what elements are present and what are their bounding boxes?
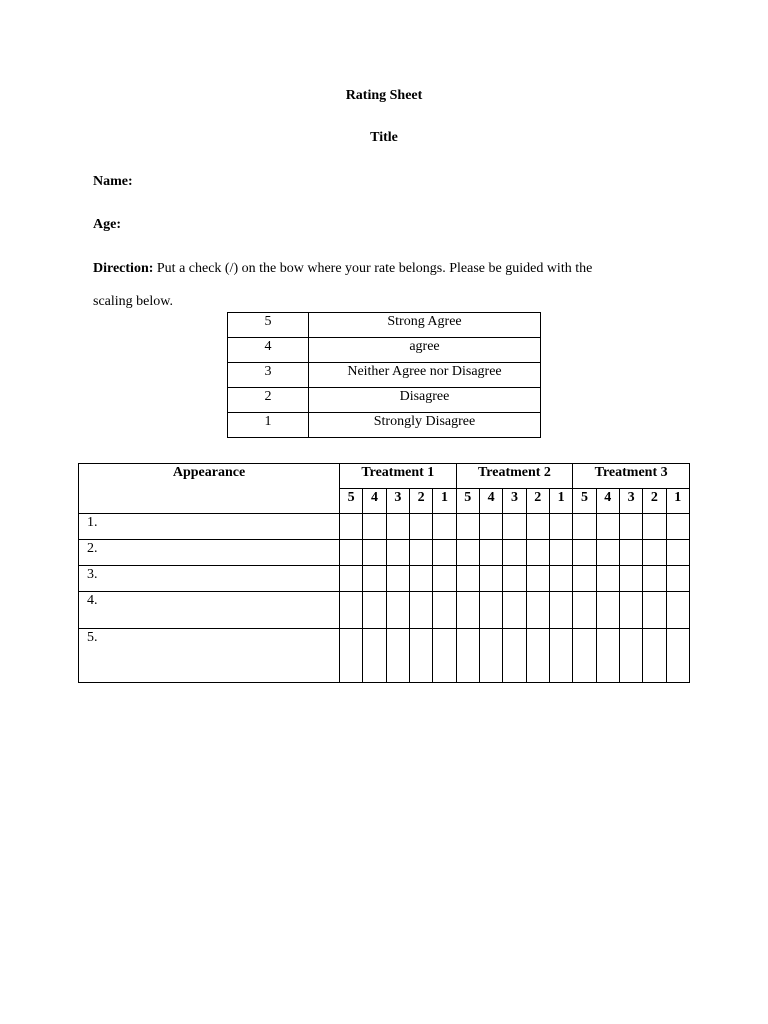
rating-checkbox-cell[interactable] [340,566,363,592]
rating-checkbox-cell[interactable] [456,592,479,629]
rating-checkbox-cell[interactable] [596,566,619,592]
rating-checkbox-cell[interactable] [619,514,642,540]
rating-checkbox-cell[interactable] [433,592,456,629]
score-header: 1 [666,489,689,514]
rating-checkbox-cell[interactable] [433,540,456,566]
rating-checkbox-cell[interactable] [456,514,479,540]
score-header: 3 [619,489,642,514]
rating-checkbox-cell[interactable] [479,514,502,540]
scale-value: 5 [228,313,309,338]
rating-checkbox-cell[interactable] [386,540,409,566]
rating-checkbox-cell[interactable] [643,566,666,592]
direction-text-continued: scaling below. [93,294,173,309]
rating-checkbox-cell[interactable] [363,629,386,683]
scale-label: Neither Agree nor Disagree [309,363,541,388]
rating-checkbox-cell[interactable] [503,514,526,540]
rating-checkbox-cell[interactable] [549,629,572,683]
rating-checkbox-cell[interactable] [479,592,502,629]
score-header: 4 [479,489,502,514]
scale-value: 1 [228,413,309,438]
treatment-header: Treatment 1 [340,464,457,489]
rating-checkbox-cell[interactable] [643,540,666,566]
name-label: Name: [93,174,133,189]
score-header: 3 [503,489,526,514]
score-header: 4 [596,489,619,514]
rating-checkbox-cell[interactable] [549,540,572,566]
scale-table [227,312,541,438]
rating-checkbox-cell[interactable] [386,592,409,629]
rating-checkbox-cell[interactable] [503,629,526,683]
score-header: 5 [573,489,596,514]
rating-checkbox-cell[interactable] [526,540,549,566]
rating-checkbox-cell[interactable] [363,592,386,629]
rating-checkbox-cell[interactable] [340,592,363,629]
rating-checkbox-cell[interactable] [503,566,526,592]
rating-checkbox-cell[interactable] [503,540,526,566]
rating-checkbox-cell[interactable] [666,540,689,566]
table-row [79,592,690,629]
rating-checkbox-cell[interactable] [666,592,689,629]
rating-checkbox-cell[interactable] [619,566,642,592]
treatment-header: Treatment 2 [456,464,573,489]
scale-label: agree [309,338,541,363]
score-header: 2 [409,489,432,514]
rating-checkbox-cell[interactable] [433,566,456,592]
rating-checkbox-cell[interactable] [340,540,363,566]
rating-checkbox-cell[interactable] [363,540,386,566]
rating-checkbox-cell[interactable] [549,514,572,540]
rating-checkbox-cell[interactable] [596,592,619,629]
rating-table [78,463,690,683]
rating-checkbox-cell[interactable] [479,540,502,566]
rating-checkbox-cell[interactable] [433,514,456,540]
rating-checkbox-cell[interactable] [526,514,549,540]
rating-checkbox-cell[interactable] [643,514,666,540]
score-header: 5 [340,489,363,514]
rating-checkbox-cell[interactable] [526,566,549,592]
table-row [79,540,690,566]
rating-checkbox-cell[interactable] [596,514,619,540]
row-label: 4. [79,592,340,629]
table-row [79,514,690,540]
scale-row [228,363,541,388]
scale-label: Disagree [309,388,541,413]
rating-checkbox-cell[interactable] [573,514,596,540]
score-header: 4 [363,489,386,514]
scale-label: Strong Agree [309,313,541,338]
rating-checkbox-cell[interactable] [456,566,479,592]
rating-checkbox-cell[interactable] [549,566,572,592]
rating-checkbox-cell[interactable] [573,629,596,683]
rating-checkbox-cell[interactable] [409,592,432,629]
rating-checkbox-cell[interactable] [479,566,502,592]
rating-checkbox-cell[interactable] [573,566,596,592]
score-header: 3 [386,489,409,514]
score-header: 2 [526,489,549,514]
rating-checkbox-cell[interactable] [386,514,409,540]
rating-checkbox-cell[interactable] [503,592,526,629]
rating-checkbox-cell[interactable] [409,566,432,592]
row-label: 2. [79,540,340,566]
rating-checkbox-cell[interactable] [409,514,432,540]
rating-checkbox-cell[interactable] [526,592,549,629]
score-header: 1 [433,489,456,514]
rating-checkbox-cell[interactable] [340,514,363,540]
page-heading: Rating Sheet [345,88,423,103]
score-header: 1 [549,489,572,514]
rating-checkbox-cell[interactable] [340,629,363,683]
direction-paragraph [93,261,592,277]
rating-checkbox-cell[interactable] [573,592,596,629]
table-row [79,566,690,592]
rating-checkbox-cell[interactable] [619,592,642,629]
age-label: Age: [93,217,121,232]
rating-checkbox-cell[interactable] [643,592,666,629]
row-label: 3. [79,566,340,592]
rating-checkbox-cell[interactable] [363,566,386,592]
scale-label: Strongly Disagree [309,413,541,438]
scale-value: 2 [228,388,309,413]
rating-checkbox-cell[interactable] [666,514,689,540]
rating-checkbox-cell[interactable] [549,592,572,629]
rating-checkbox-cell[interactable] [596,629,619,683]
rating-checkbox-cell[interactable] [409,540,432,566]
treatment-header: Treatment 3 [573,464,690,489]
rating-checkbox-cell[interactable] [479,629,502,683]
rating-checkbox-cell[interactable] [573,540,596,566]
rating-checkbox-cell[interactable] [643,629,666,683]
rating-checkbox-cell[interactable] [363,514,386,540]
rating-checkbox-cell[interactable] [619,540,642,566]
rating-checkbox-cell[interactable] [456,540,479,566]
rating-checkbox-cell[interactable] [666,566,689,592]
table-row [79,629,690,683]
rating-checkbox-cell[interactable] [526,629,549,683]
row-label: 1. [79,514,340,540]
rating-checkbox-cell[interactable] [596,540,619,566]
scale-row [228,388,541,413]
scale-row [228,313,541,338]
rating-checkbox-cell[interactable] [666,629,689,683]
direction-text: Put a check (/) on the bow where your rate belongs. Please be guided with the [153,261,593,276]
row-label: 5. [79,629,340,683]
appearance-header: Appearance [79,464,340,514]
rating-checkbox-cell[interactable] [386,566,409,592]
rating-checkbox-cell[interactable] [619,629,642,683]
document-title: Title [370,130,398,145]
score-header: 2 [643,489,666,514]
scale-value: 4 [228,338,309,363]
scale-row [228,338,541,363]
score-header: 5 [456,489,479,514]
rating-checkbox-cell[interactable] [433,629,456,683]
direction-label: Direction: [93,261,154,276]
scale-value: 3 [228,363,309,388]
scale-row [228,413,541,438]
rating-checkbox-cell[interactable] [409,629,432,683]
rating-checkbox-cell[interactable] [386,629,409,683]
rating-checkbox-cell[interactable] [456,629,479,683]
